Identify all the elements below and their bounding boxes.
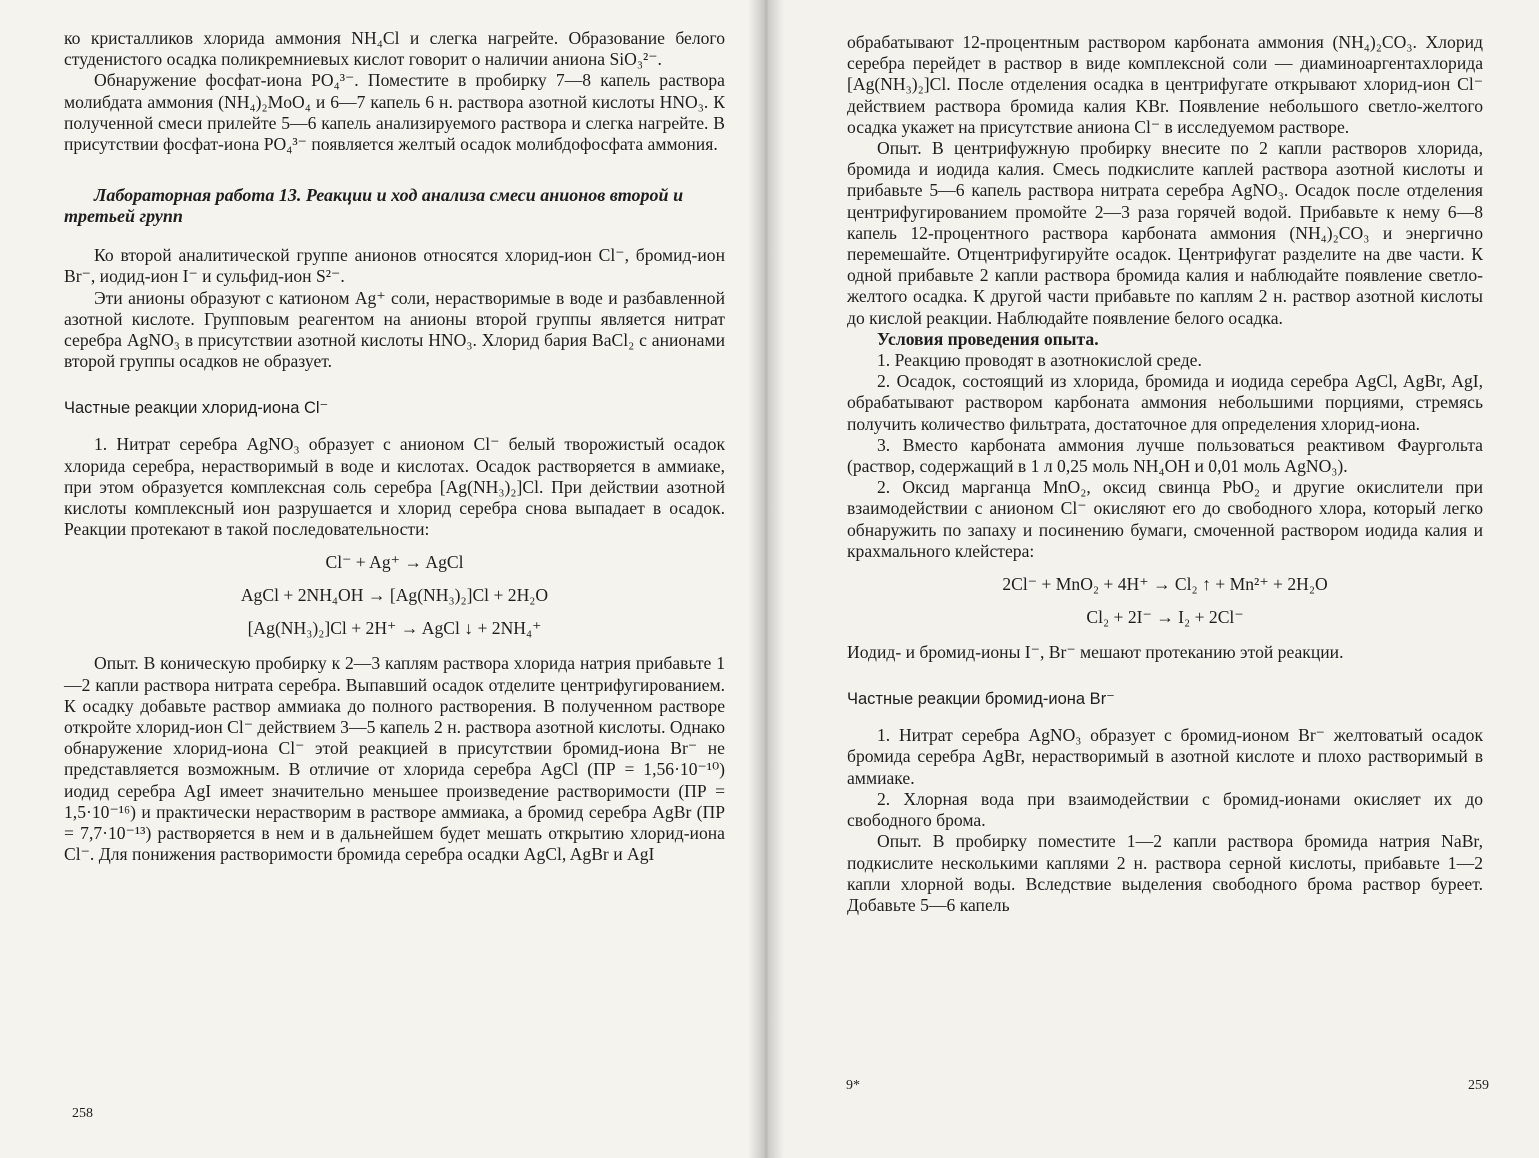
paragraph: 1. Нитрат серебра AgNO₃ образует с анионом Cl⁻ белый творожистый осадок хлорида серебра, нерастворимый в воде и кислотах. Осадок растворяется в аммиаке, при этом образуется комплексная соль серебра [Ag(NH₃)₂]Cl. При действии азотной кислоты комплексный ион разрушается и хлорид серебра снова выпадает в осадок. Реакции протекают в такой последовательности: — [64, 434, 725, 540]
equation: [Ag(NH₃)₂]Cl + 2H⁺ → AgCl ↓ + 2NH₄⁺ — [247, 618, 542, 639]
paragraph: Ко второй аналитической группе анионов относятся хлорид-ион Cl⁻, бромид-ион Br⁻, иодид-ион I⁻ и сульфид-ион S²⁻. — [64, 245, 725, 287]
lab-heading: Лабораторная работа 13. Реакции и ход анализа смеси анионов второй и третьей групп — [64, 185, 684, 227]
page-number: 258 — [72, 1106, 93, 1121]
equation-block — [847, 568, 1483, 634]
paragraph: Обнаружение фосфат-иона PO₄³⁻. Поместите в пробирку 7—8 капель раствора молибдата аммония (NH₄)₂MoO₄ и 6—7 капель 6 н. раствора азотной кислоты HNO₃. К полученной смеси прилейте 5—6 капель анализируемого раствора и слегка нагрейте. В присутствии фосфат-иона PO₄³⁻ появляется желтый осадок молибдофосфата аммония. — [64, 70, 725, 155]
condition-item: 3. Вместо карбоната аммония лучше пользоваться реактивом Фаургольта (раствор, содержащий в 1 л 0,25 моль NH₄OH и 0,01 моль AgNO₃). — [847, 434, 1483, 477]
section-heading: Частные реакции бромид-иона Br⁻ — [847, 690, 1115, 709]
conditions-heading: Условия проведения опыта. — [877, 328, 1099, 349]
paragraph: 2. Оксид марганца MnO₂, оксид свинца PbO₂ и другие окислители при взаимодействии с анионом Cl⁻ окисляют его до свободного хлора, который легко обнаружить по запаху и посинению бумаги, смоченной раствором иодида калия и крахмального клейстера: — [847, 477, 1483, 561]
condition-item: 1. Реакцию проводят в азотнокислой среде. — [877, 350, 1202, 371]
paragraph: Опыт. В пробирку поместите 1—2 капли раствора бромида натрия NaBr, подкислите несколькими каплями 2 н. раствора серной кислоты, прибавьте 1—2 капли хлорной воды. Вследствие выделения свободного брома раствор буреет. Добавьте 5—6 капель — [847, 831, 1483, 915]
paragraph: обрабатывают 12-процентным раствором карбоната аммония (NH₄)₂CO₃. Хлорид серебра перейдет в раствор в виде комплексной соли — диаминоаргентахлорида [Ag(NH₃)₂]Cl. После отделения осадка в центрифугате открывают хлорид-ион Cl⁻ действием раствора бромида калия KBr. Появление небольшого светло-желтого осадка укажет на присутствие аниона Cl⁻ в исследуемом растворе. — [847, 32, 1483, 137]
paragraph: Иодид- и бромид-ионы I⁻, Br⁻ мешают протеканию этой реакции. — [847, 642, 1344, 663]
paragraph: Эти анионы образуют с катионом Ag⁺ соли, нерастворимые в воде и разбавленной азотной кислоте. Групповым реагентом на анионы второй группы является нитрат серебра AgNO₃ в присутствии азотной кислоты HNO₃. Хлорид бария BaCl₂ с анионами второй группы осадков не образует. — [64, 287, 725, 372]
signature-mark: 9* — [846, 1078, 860, 1093]
paragraph: 1. Нитрат серебра AgNO₃ образует с бромид-ионом Br⁻ желтоватый осадок бромида серебра AgBr, нерастворимый в азотной кислоте и плохо растворимый в аммиаке. — [847, 725, 1483, 788]
paragraph: Опыт. В центрифужную пробирку внесите по 2 капли растворов хлорида, бромида и иодида калия. Смесь подкислите каплей раствора азотной кислоты и прибавьте 5—6 капель раствора нитрата серебра AgNO₃. Осадок после отделения центрифугированием промойте 2—3 раза горячей водой. Прибавьте к нему 6—8 капель 12-процентного раствора карбоната аммония (NH₄)₂CO₃ и энергично перемешайте. Отцентрифугируйте осадок. Центрифугат разделите на две части. К одной прибавьте 2 капли раствора бромида калия и наблюдайте появление светло-желтого осадка. К другой части прибавьте по каплям 2 н. раствор азотной кислоты до кислой реакции. Наблюдайте появление белого осадка. — [847, 138, 1483, 328]
book-gutter-shadow — [748, 0, 784, 1158]
page-number: 259 — [1468, 1078, 1489, 1093]
section-heading: Частные реакции хлорид-иона Cl⁻ — [64, 399, 329, 418]
equation-block — [64, 546, 725, 645]
paragraph: ко кристалликов хлорида аммония NH₄Cl и слегка нагрейте. Образование белого студенистого осадка поликремниевых кислот говорит о наличии аниона SiO₃²⁻. — [64, 28, 725, 70]
equation: Cl⁻ + Ag⁺ → AgCl — [325, 552, 464, 573]
right-page — [765, 0, 1539, 1158]
equation: AgCl + 2NH₄OH → [Ag(NH₃)₂]Cl + 2H₂O — [240, 585, 549, 606]
paragraph: 2. Хлорная вода при взаимодействии с бромид-ионами окисляет их до свободного брома. — [847, 788, 1483, 831]
left-page — [0, 0, 765, 1158]
equation: Cl₂ + 2I⁻ → I₂ + 2Cl⁻ — [1086, 607, 1244, 628]
paragraph: Опыт. В коническую пробирку к 2—3 каплям раствора хлорида натрия прибавьте 1—2 капли раствора нитрата серебра. Выпавший осадок отделите центрифугированием. К осадку добавьте раствор аммиака до полного растворения. В полученном растворе откройте хлорид-ион Cl⁻ действием 3—5 капель 2 н. раствора азотной кислоты. Однако обнаружение хлорид-иона Cl⁻ этой реакцией в присутствии бромид-иона Br⁻ не представляется возможным. В отличие от хлорида серебра AgCl (ПР = 1,56·10⁻¹⁰) иодид серебра AgI имеет значительно меньшее произведение растворимости (ПР = 1,5·10⁻¹⁶) и практически нерастворим в растворе аммиака, а бромид серебра AgBr (ПР = 7,7·10⁻¹³) растворяется в нем и в дальнейшем будет мешать открытию хлорид-иона Cl⁻. Для понижения растворимости бромида серебра осадки AgCl, AgBr и AgI — [64, 653, 726, 865]
equation: 2Cl⁻ + MnO₂ + 4H⁺ → Cl₂ ↑ + Mn²⁺ + 2H₂O — [1002, 574, 1328, 595]
condition-item: 2. Осадок, состоящий из хлорида, бромида и иодида серебра AgCl, AgBr, AgI, обрабатывают раствором карбоната аммония небольшими порциями, стремясь получить количество фильтрата, достаточное для определения хлорид-иона. — [847, 371, 1483, 434]
